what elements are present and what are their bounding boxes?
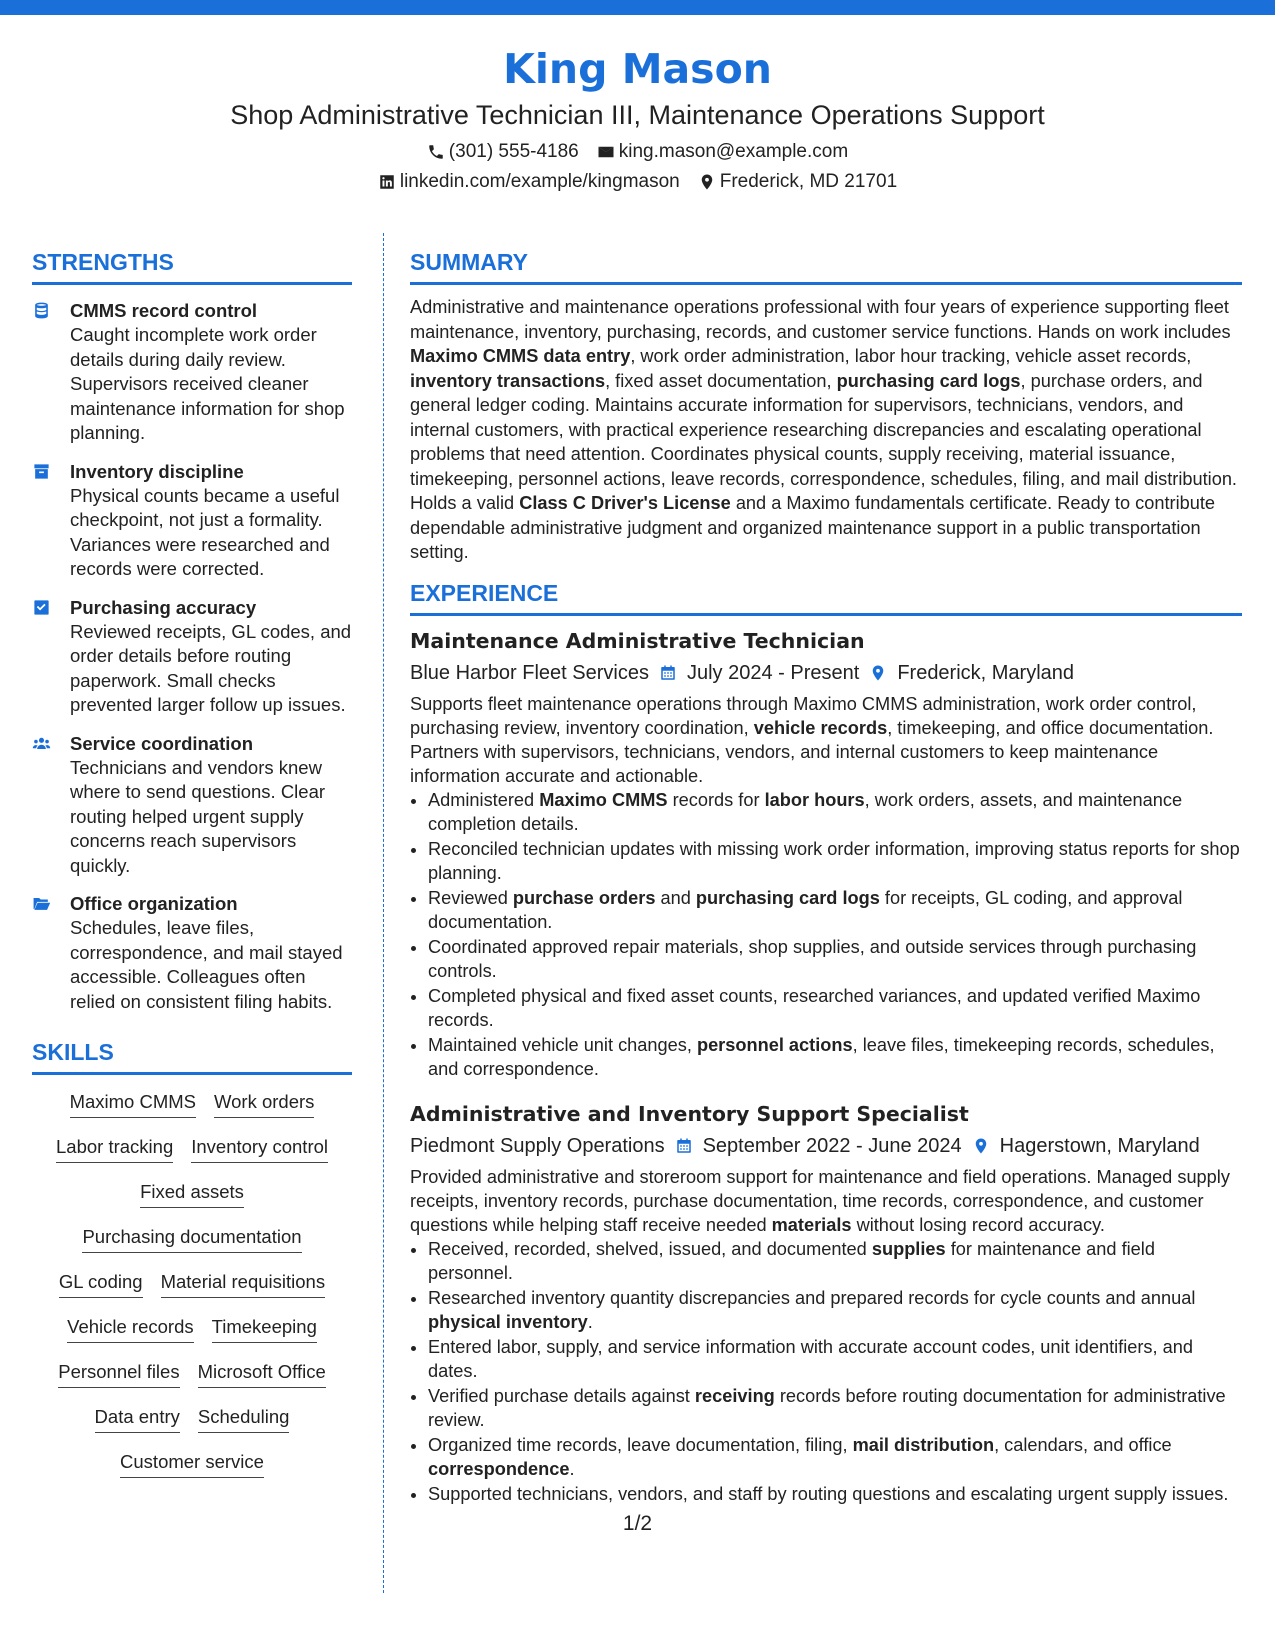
bold-phrase: correspondence xyxy=(428,1458,570,1479)
skill-row xyxy=(32,1402,352,1447)
location-item xyxy=(698,170,897,194)
skill-tag: Work orders xyxy=(214,1087,314,1118)
strength-title: Office organization xyxy=(70,893,238,914)
job-bullets xyxy=(410,1237,1242,1506)
strength-text: Technicians and vendors knew where to send questions. Clear routing helped urgent supply concerns reach supervisors quickly. xyxy=(70,756,326,876)
bold-phrase: mail distribution xyxy=(852,1434,995,1455)
job-dates-item xyxy=(675,1131,962,1161)
column-divider xyxy=(383,233,384,1593)
skill-tag: Scheduling xyxy=(198,1402,290,1433)
bold-phrase: purchasing card logs xyxy=(695,887,880,908)
job-company: Piedmont Supply Operations xyxy=(410,1134,665,1157)
strength-icon-wrap xyxy=(32,596,70,718)
job-location: Hagerstown, Maryland xyxy=(999,1134,1200,1157)
skill-row xyxy=(32,1132,352,1177)
job-location: Frederick, Maryland xyxy=(897,661,1075,684)
skill-tag: Material requisitions xyxy=(161,1267,326,1298)
database-icon xyxy=(32,301,51,320)
job-description: Provided administrative and storeroom support for maintenance and field operations. Managed supply receipts, inventory records, purchase documentation, time records, correspondence, and customer questions while helping staff receive needed materials without losing record accuracy. xyxy=(410,1166,1230,1235)
email-address[interactable]: king.mason@example.com xyxy=(618,141,849,162)
skill-tag: Data entry xyxy=(95,1402,180,1433)
strength-text: Reviewed receipts, GL codes, and order details before routing paperwork. Small checks prevented larger follow up issues. xyxy=(70,620,352,715)
phone-item xyxy=(427,140,579,164)
job-dates-item xyxy=(659,658,859,688)
bold-phrase: physical inventory xyxy=(428,1311,588,1332)
job-bullet: • Reconciled technician updates with missing work order information, improving status reports for shop planning. xyxy=(428,837,1242,885)
skill-row xyxy=(32,1222,352,1267)
summary-text: Administrative and maintenance operations professional with four years of experience supporting fleet maintenance, inventory, purchasing, records, and customer service functions. Hands on work includes Maximo CMMS data entry, work order administration, labor hour tracking, vehicle asset records, inventory transactions, fixed asset documentation, purchasing card logs, purchase orders, and general ledger coding. Maintains accurate information for supervisors, technicians, vendors, and internal customers, with practical experience researching discrepancies and escalating operational problems that need attention. Coordinates physical counts, supply receiving, material issuance, timekeeping, personnel actions, leave records, correspondence, schedules, filing, and mail distribution. Holds a valid Class C Driver's License and a Maximo fundamentals certificate. Ready to contribute dependable administrative judgment and organized maintenance support in a public transportation setting. xyxy=(410,297,1237,562)
skill-tag: Inventory control xyxy=(191,1132,328,1163)
bold-phrase: personnel actions xyxy=(696,1034,853,1055)
job-bullet: • Supported technicians, vendors, and staff by routing questions and escalating urgent supply issues. xyxy=(428,1482,1242,1506)
job-dates: September 2022 - June 2024 xyxy=(702,1134,962,1157)
linkedin-url[interactable]: linkedin.com/example/kingmason xyxy=(399,171,680,192)
strength-item xyxy=(32,596,352,718)
skill-tag: GL coding xyxy=(59,1267,143,1298)
job-entry xyxy=(410,626,1242,1081)
skill-tag: Fixed assets xyxy=(140,1177,244,1208)
strength-title: CMMS record control xyxy=(70,300,258,321)
map-pin-icon xyxy=(869,664,887,682)
envelope-icon xyxy=(597,143,615,161)
strength-title: Purchasing accuracy xyxy=(70,596,257,618)
skills-heading: SKILLS xyxy=(32,1038,352,1075)
phone-number: (301) 555-4186 xyxy=(448,141,579,162)
job-dates: July 2024 - Present xyxy=(686,661,860,684)
job-bullet: • Completed physical and fixed asset counts, researched variances, and updated verified Maximo records. xyxy=(428,984,1242,1032)
job-bullet: • Verified purchase details against receiving records before routing documentation for administrative review. xyxy=(428,1384,1242,1432)
skill-row xyxy=(32,1087,352,1132)
job-bullet: • Organized time records, leave documentation, filing, mail distribution, calendars, and office correspondence. xyxy=(428,1433,1242,1481)
resume-header xyxy=(0,40,1275,194)
strength-body xyxy=(70,299,352,446)
candidate-name: King Mason xyxy=(503,45,772,93)
strength-item xyxy=(32,892,352,1014)
checkbox-icon xyxy=(32,598,51,617)
bold-phrase: purchase orders xyxy=(512,887,656,908)
skill-tag: Personnel files xyxy=(58,1357,179,1388)
page-number: 1/2 xyxy=(622,1512,653,1535)
strength-title: Inventory discipline xyxy=(70,460,244,482)
strength-text: Caught incomplete work order details during daily review. Supervisors received cleaner maintenance information for shop planning. xyxy=(70,324,345,443)
right-column xyxy=(410,248,1242,1507)
strength-icon-wrap xyxy=(32,732,70,879)
strength-icon-wrap xyxy=(32,299,70,446)
users-icon xyxy=(32,734,51,753)
skill-row xyxy=(32,1357,352,1402)
bold-phrase: Class C Driver's License xyxy=(519,493,731,513)
bold-phrase: labor hours xyxy=(764,789,865,810)
skills-list xyxy=(32,1087,352,1492)
bold-phrase: purchasing card logs xyxy=(836,370,1021,391)
job-meta xyxy=(410,658,1242,688)
strength-item xyxy=(32,732,352,879)
skill-tag: Labor tracking xyxy=(56,1132,173,1163)
job-description: Supports fleet maintenance operations through Maximo CMMS administration, work order control, purchasing review, inventory coordination, vehicle records, timekeeping, and office documentation. Partners with supervisors, technicians, vendors, and internal customers to keep maintenance information accurate and actionable. xyxy=(410,693,1214,786)
skill-tag: Vehicle records xyxy=(67,1312,193,1343)
map-pin-icon xyxy=(698,173,716,191)
job-bullet: • Coordinated approved repair materials, shop supplies, and outside services through purchasing controls. xyxy=(428,935,1242,983)
bold-phrase: receiving xyxy=(694,1385,775,1406)
experience-heading: EXPERIENCE xyxy=(410,579,1242,616)
strength-text: Schedules, leave files, correspondence, and mail stayed accessible. Colleagues often relied on consistent filing habits. xyxy=(70,917,343,1012)
strength-body xyxy=(70,732,352,879)
email-item[interactable] xyxy=(597,140,848,164)
strengths-list xyxy=(32,299,352,1014)
archive-box-icon xyxy=(32,462,51,481)
job-bullet: • Received, recorded, shelved, issued, and documented supplies for maintenance and field personnel. xyxy=(428,1237,1242,1285)
map-pin-icon xyxy=(972,1137,990,1155)
skill-row xyxy=(32,1177,352,1222)
contact-row-2 xyxy=(0,170,1275,194)
job-location-item xyxy=(972,1131,1200,1161)
folder-open-icon xyxy=(32,894,51,913)
job-bullet: • Researched inventory quantity discrepancies and prepared records for cycle counts and annual physical inventory. xyxy=(428,1286,1242,1334)
skill-tag: Timekeeping xyxy=(212,1312,317,1343)
strength-icon-wrap xyxy=(32,892,70,1014)
linkedin-item[interactable] xyxy=(378,170,680,194)
job-bullets xyxy=(410,788,1242,1081)
job-title: Maintenance Administrative Technician xyxy=(410,628,865,653)
strength-text: Physical counts became a useful checkpoint, not just a formality. Variances were researched and records were corrected. xyxy=(70,484,340,579)
job-company: Blue Harbor Fleet Services xyxy=(410,661,649,684)
calendar-icon xyxy=(675,1137,693,1155)
linkedin-icon xyxy=(378,173,396,191)
skill-row xyxy=(32,1447,352,1492)
skill-row xyxy=(32,1312,352,1357)
bold-phrase: supplies xyxy=(871,1238,946,1259)
job-bullet: • Maintained vehicle unit changes, personnel actions, leave files, timekeeping records, schedules, and correspondence. xyxy=(428,1033,1242,1081)
bold-phrase: Maximo CMMS data entry xyxy=(410,346,631,366)
contact-row-1 xyxy=(0,140,1275,164)
candidate-title: Shop Administrative Technician III, Maintenance Operations Support xyxy=(230,100,1045,130)
strength-body xyxy=(70,460,352,582)
skill-tag: Purchasing documentation xyxy=(82,1222,301,1253)
job-bullet: • Reviewed purchase orders and purchasing card logs for receipts, GL coding, and approval documentation. xyxy=(428,886,1242,934)
strength-icon-wrap xyxy=(32,460,70,582)
job-entry xyxy=(410,1099,1242,1506)
top-accent-bar xyxy=(0,0,1275,15)
job-meta xyxy=(410,1131,1242,1161)
job-location-item xyxy=(869,658,1074,688)
jobs-list xyxy=(410,626,1242,1506)
job-bullet: • Administered Maximo CMMS records for labor hours, work orders, assets, and maintenance completion details. xyxy=(428,788,1242,836)
skill-row xyxy=(32,1267,352,1312)
job-title: Administrative and Inventory Support Specialist xyxy=(410,1101,969,1126)
skill-tag: Customer service xyxy=(120,1447,264,1478)
strength-title: Service coordination xyxy=(70,732,253,754)
calendar-icon xyxy=(659,664,677,682)
bold-phrase: vehicle records xyxy=(753,717,888,738)
phone-icon xyxy=(427,143,445,161)
bold-phrase: materials xyxy=(771,1214,852,1235)
bold-phrase: Maximo CMMS xyxy=(539,789,668,810)
skill-tag: Maximo CMMS xyxy=(70,1087,196,1118)
strength-item xyxy=(32,460,352,582)
strength-body xyxy=(70,892,352,1014)
skill-tag: Microsoft Office xyxy=(198,1357,326,1388)
strengths-heading: STRENGTHS xyxy=(32,248,352,285)
strength-body xyxy=(70,596,352,718)
left-column xyxy=(32,248,352,1492)
summary-heading: SUMMARY xyxy=(410,248,1242,285)
job-bullet: • Entered labor, supply, and service information with accurate account codes, unit identifiers, and dates. xyxy=(428,1335,1242,1383)
location-text: Frederick, MD 21701 xyxy=(719,171,898,192)
strength-item xyxy=(32,299,352,446)
bold-phrase: inventory transactions xyxy=(410,370,606,391)
